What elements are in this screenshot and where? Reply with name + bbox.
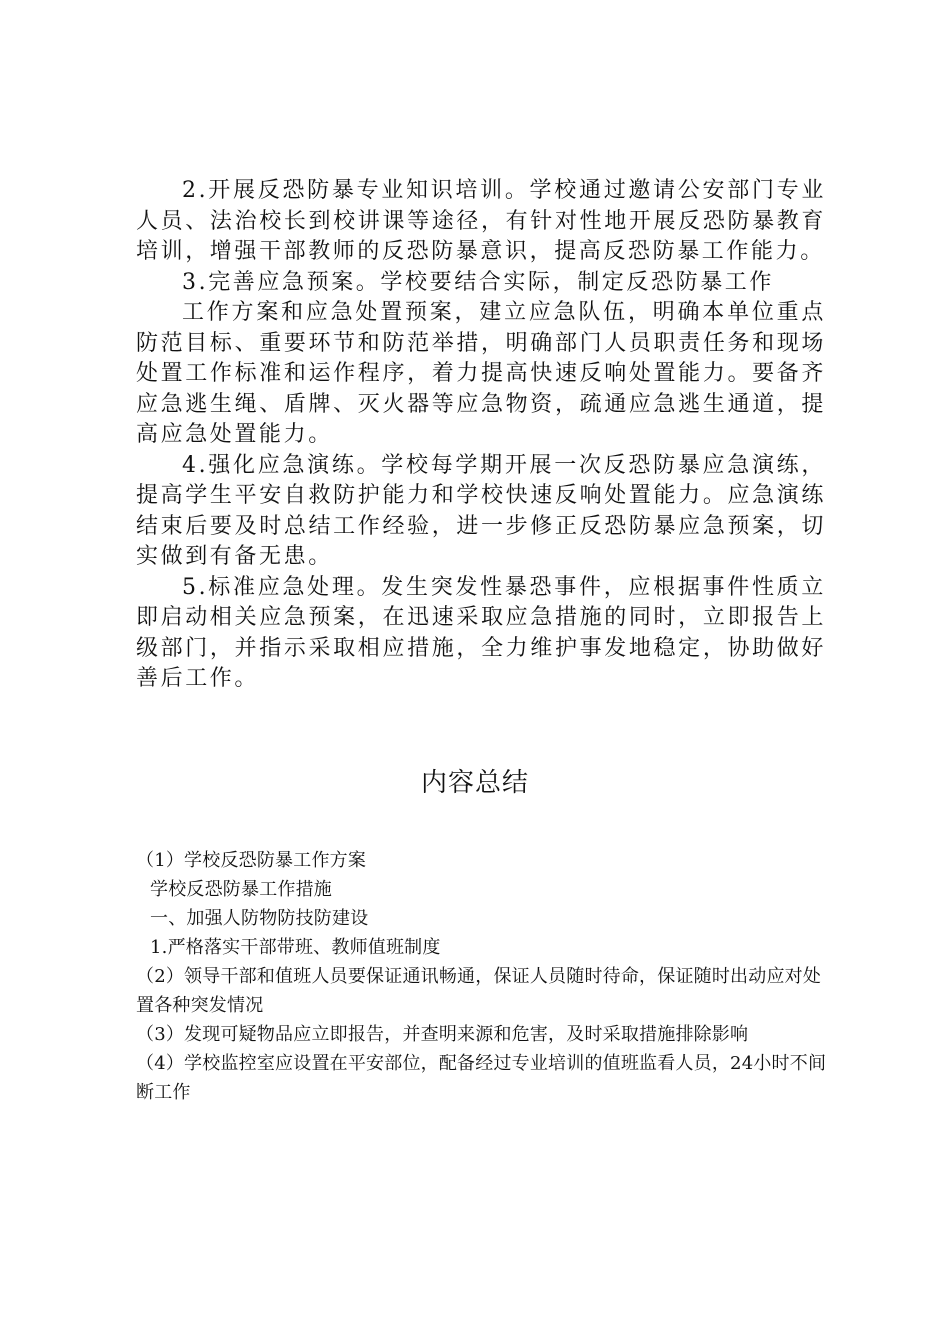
paragraph-handling: 5.标准应急处理。发生突发性暴恐事件，应根据事件性质立即启动相关应急预案，在迅速采取应急措施的同时，立即报告上级部门，并指示采取相应措施，全力维护事发地稳定，协助做好善后工作。 [136,574,826,691]
paragraph-emergency-plan-heading: 3.完善应急预案。学校要结合实际，制定反恐防暴工作 [182,269,774,295]
paragraph-emergency-plan: 工作方案和应急处置预案，建立应急队伍，明确本单位重点防范目标、重要环节和防范举措，明确部门人员职责任务和现场处置工作标准和运作程序，着力提高快速反响处置能力。要备齐应急逃生绳、盾牌、灭火器等应急物资，疏通应急逃生通道，提高应急处置能力。 [136,300,826,447]
summary-title: 内容总结 [420,768,529,798]
summary-line: （2）领导干部和值班人员要保证通讯畅通，保证人员随时待命，保证随时出动应对处置各种突发情况 [136,966,822,1016]
summary-line: （3）发现可疑物品应立即报告，并查明来源和危害，及时采取措施排除影响 [136,1024,749,1045]
summary-line: （4）学校监控室应设置在平安部位，配备经过专业培训的值班监看人员，24小时不间断工作 [136,1053,827,1103]
summary-section [136,846,836,1107]
document-body [136,176,826,695]
summary-line: 1.严格落实干部带班、教师值班制度 [150,937,441,958]
paragraph-drills: 4.强化应急演练。学校每学期开展一次反恐防暴应急演练，提高学生平安自救防护能力和学校快速反响处置能力。应急演练结束后要及时总结工作经验，进一步修正反恐防暴应急预案，切实做到有备无患。 [136,452,826,569]
paragraph-training: 2.开展反恐防暴专业知识培训。学校通过邀请公安部门专业人员、法治校长到校讲课等途径，有针对性地开展反恐防暴教育培训，增强干部教师的反恐防暴意识，提高反恐防暴工作能力。 [136,178,826,264]
summary-line: 学校反恐防暴工作措施 [150,879,332,900]
summary-line: 一、加强人防物防技防建设 [150,908,369,929]
summary-line: （1）学校反恐防暴工作方案 [136,850,367,871]
